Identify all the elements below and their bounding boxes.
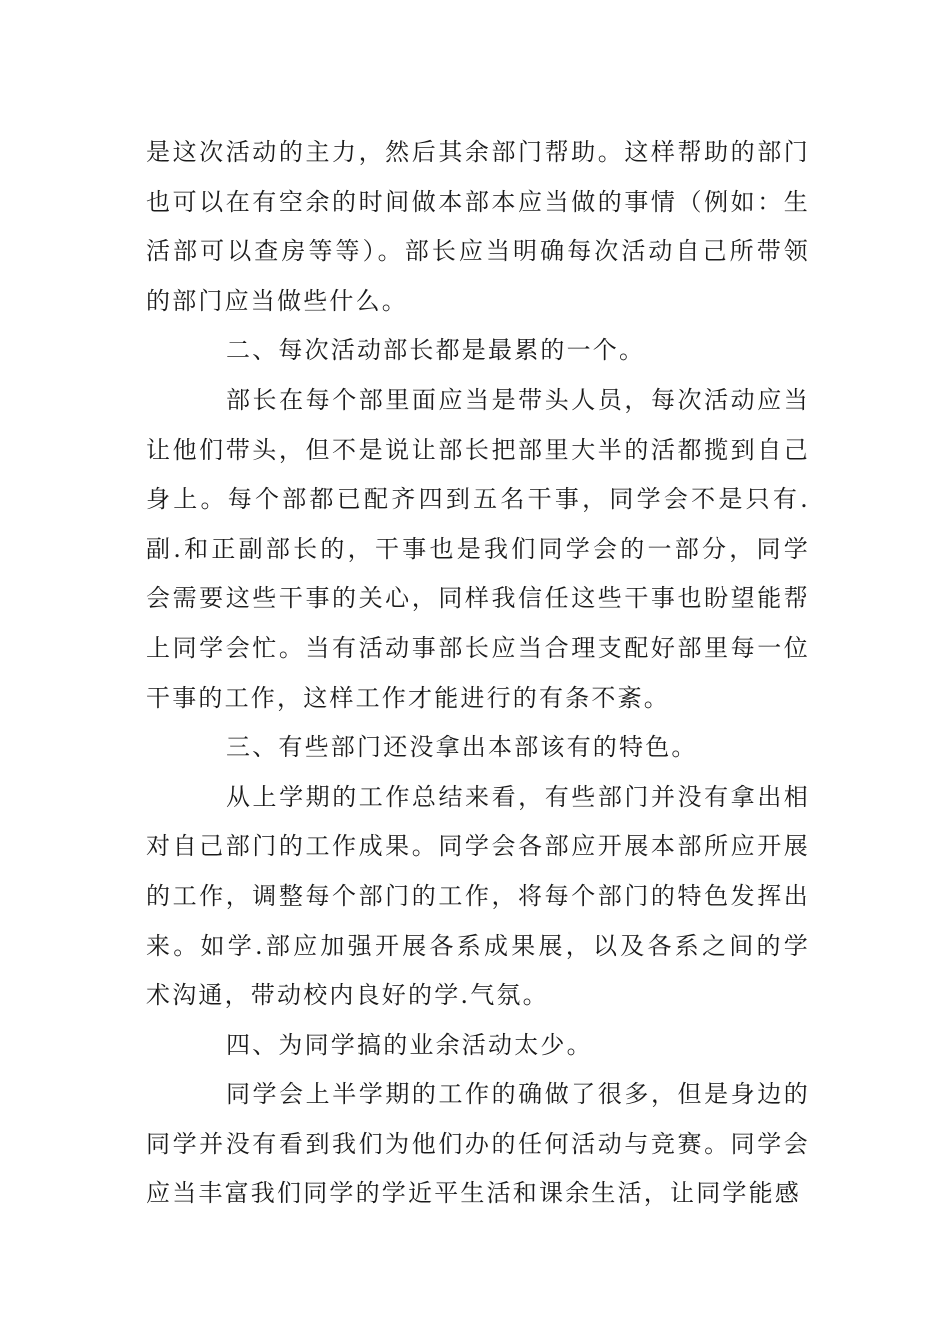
paragraph-section-2: 部长在每个部里面应当是带头人员，每次活动应当让他们带头，但不是说让部长把部里大半的活都揽到自己身上。每个部都已配齐四到五名干事，同学会不是只有.副.和正副部长的，干事也是我们同学会的一部分，同学会需要这些干事的关心，同样我信任这些干事也盼望能帮上同学会忙。当有活动事部长应当合理支配好部里每一位干事的工作，这样工作才能进行的有条不紊。 (146, 385, 810, 712)
paragraph-section-4: 同学会上半学期的工作的确做了很多，但是身边的同学并没有看到我们为他们办的任何活动与竞赛。同学会应当丰富我们同学的学近平生活和课余生活，让同学能感 (146, 1080, 810, 1208)
paragraph-continuation: 是这次活动的主力，然后其余部门帮助。这样帮助的部门也可以在有空余的时间做本部本应当做的事情（例如：生活部可以查房等等）。部长应当明确每次活动自己所带领的部门应当做些什么。 (146, 138, 810, 315)
paragraph-section-3: 从上学期的工作总结来看，有些部门并没有拿出相对自己部门的工作成果。同学会各部应开展本部所应开展的工作，调整每个部门的工作，将每个部门的特色发挥出来。如学.部应加强开展各系成果展，以及各系之间的学术沟通，带动校内良好的学.气氛。 (146, 782, 810, 1010)
section-heading-3: 三、有些部门还没拿出本部该有的特色。 (226, 733, 698, 762)
document-body (146, 128, 810, 1219)
section-heading-2: 二、每次活动部长都是最累的一个。 (226, 336, 646, 365)
section-heading-4: 四、为同学搞的业余活动太少。 (226, 1030, 593, 1059)
